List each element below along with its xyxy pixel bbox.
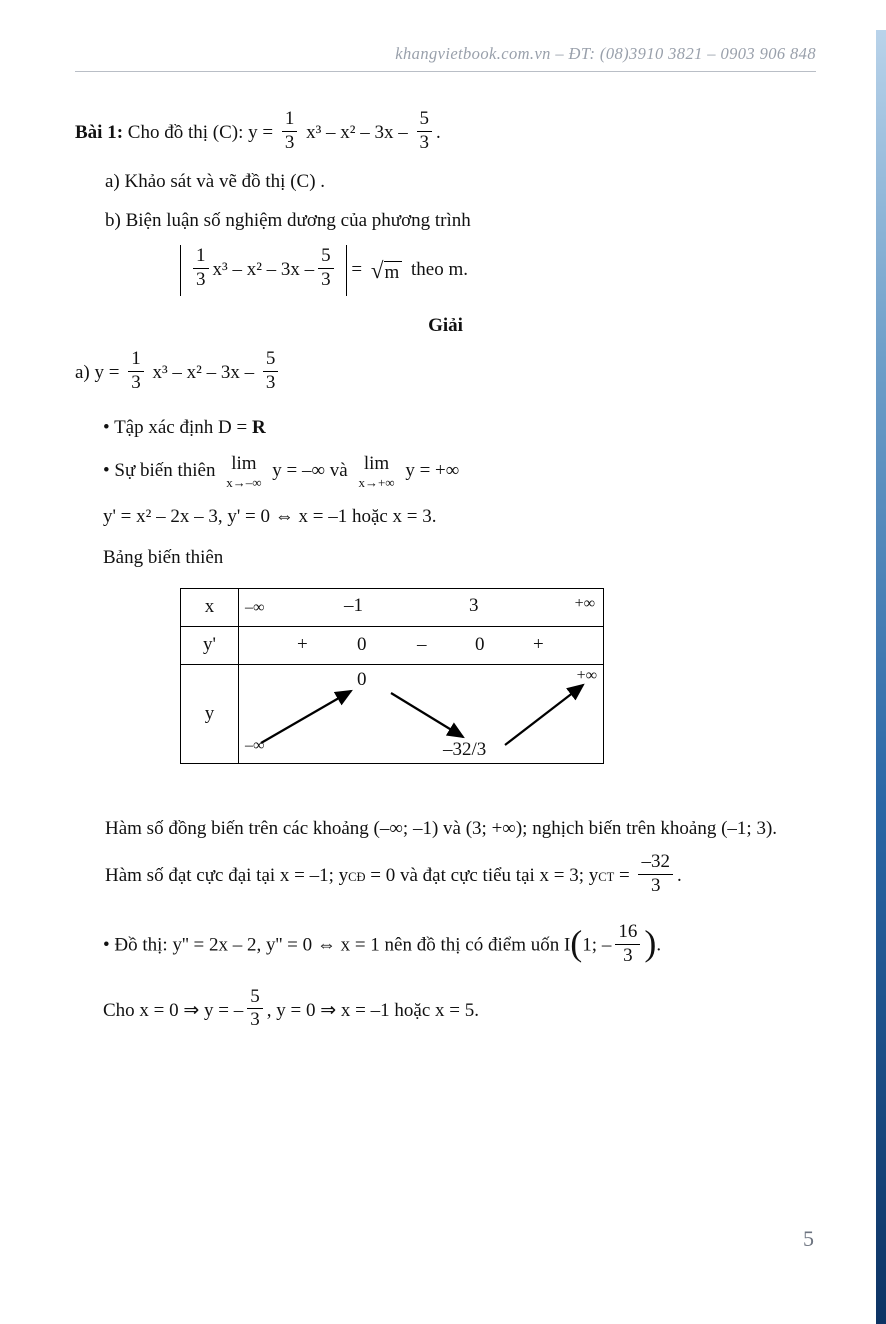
bullet-icon: • (103, 416, 110, 438)
problem-item-b: b) Biện luận số nghiệm dương của phương trình (105, 210, 471, 232)
open-paren: ( (570, 923, 583, 964)
row-x-values (239, 589, 603, 626)
fraction-denominator: 3 (615, 944, 640, 967)
page-number: 5 (803, 1226, 814, 1251)
sign-plus-2: + (533, 633, 544, 655)
solution-function-line (75, 348, 816, 396)
zero-2: 0 (475, 633, 485, 655)
table-caption: Bảng biến thiên (103, 547, 224, 569)
fraction-denominator: 3 (193, 268, 209, 291)
fraction-16-3 (615, 922, 640, 967)
fraction-denominator: 3 (417, 131, 433, 154)
limit-subscript: x→–∞ (226, 474, 262, 490)
variation-table (180, 588, 604, 764)
fraction-denominator: 3 (282, 131, 298, 154)
table-row-y (181, 665, 603, 763)
x-critical-2: 3 (469, 594, 479, 616)
fraction-numerator: 5 (250, 985, 260, 1007)
subscript-ct: CT (598, 869, 615, 884)
x-neg-infinity: –∞ (245, 598, 265, 616)
fraction-minus-32-3 (638, 852, 673, 897)
solution-a-label: a) y = (75, 361, 120, 383)
radicand: m (384, 261, 403, 283)
solution-polynomial: x³ – x² – 3x – (152, 361, 255, 383)
problem-intro: Cho đồ thị (C): y = (127, 121, 274, 143)
limit-negative-infinity (226, 454, 261, 489)
x-critical-1: –1 (344, 594, 363, 616)
equals-sign: = (351, 258, 363, 280)
fraction-one-third (282, 109, 298, 154)
row-yprime-values (239, 627, 603, 664)
table-row-yprime (181, 627, 603, 665)
solution-heading: Giải (428, 314, 463, 336)
inflection-period: . (656, 934, 662, 956)
fraction-5-3 (247, 987, 263, 1032)
y-local-max: 0 (357, 668, 367, 690)
fraction-numerator: 5 (265, 348, 276, 370)
header-publisher-info: khangvietbook.com.vn – ĐT: (08)3910 3821 – 0903 906 848 (395, 44, 816, 63)
fraction-one-third (193, 246, 209, 291)
fraction-denominator: 3 (638, 874, 673, 897)
limit-value-2: y = +∞ (405, 459, 460, 481)
monotonicity-paragraph: Hàm số đồng biến trên các khoảng (–∞; –1) và (3; +∞); nghịch biến trên khoảng (–1; 3). (105, 817, 778, 839)
intercepts-line (103, 985, 816, 1034)
bullet-icon: • (103, 934, 110, 956)
row-yprime-label: y' (181, 627, 239, 664)
derivative-line: y' = x² – 2x – 3, y' = 0 ⇔ x = –1 hoặc x = 3. (103, 505, 437, 527)
row-y-values (239, 665, 603, 763)
problem-statement (75, 108, 816, 156)
limit-word: lim (231, 452, 257, 474)
fraction-numerator: 1 (131, 348, 141, 370)
row-y-label: y (181, 665, 239, 763)
domain-text: Tập xác định D = (114, 416, 248, 438)
fraction-numerator: 5 (419, 108, 429, 129)
page-header (75, 44, 816, 72)
y-local-min: –32/3 (443, 738, 487, 760)
reals-symbol: R (251, 416, 266, 438)
inflection-pre: Đồ thị: y'' = 2x – 2, y'' = 0 ⇔ x = 1 nên đồ thị có điểm uốn I (114, 934, 571, 956)
equation-tail: theo m. (411, 258, 469, 280)
problem-period: . (436, 121, 441, 143)
fraction-one-third (128, 349, 144, 394)
equation-polynomial: x³ – x² – 3x – (212, 259, 315, 281)
limit-value-1: y = –∞ và (272, 459, 348, 481)
variation-line (103, 454, 816, 489)
subscript-cd: CĐ (348, 869, 366, 884)
domain-line (103, 414, 816, 442)
fraction-five-thirds (263, 349, 279, 394)
intercepts-pre: Cho x = 0 ⇒ y = – (103, 999, 244, 1021)
extrema-equals: = (619, 864, 630, 886)
zero-1: 0 (357, 633, 367, 655)
fraction-numerator: 1 (196, 244, 206, 266)
inflection-coords: 1; – (582, 934, 612, 956)
fraction-denominator: 3 (318, 268, 334, 291)
fraction-denominator: 3 (263, 371, 279, 394)
problem-item-a: a) Khảo sát và vẽ đồ thị (C) . (105, 170, 326, 192)
modulus-equation (180, 245, 816, 296)
extrema-period: . (676, 864, 682, 886)
limit-subscript: x→+∞ (358, 474, 395, 490)
fraction-numerator: –32 (641, 850, 670, 872)
variation-text: Sự biến thiên (114, 459, 216, 481)
problem-label: Bài 1: (75, 121, 124, 143)
fraction-denominator: 3 (128, 371, 144, 394)
radical-icon: √ (370, 257, 384, 283)
fraction-numerator: 5 (321, 244, 331, 266)
page-content (75, 95, 816, 1033)
bullet-icon: • (103, 459, 110, 481)
variation-arrows (239, 665, 603, 763)
sign-plus-1: + (297, 633, 308, 655)
intercepts-end: , y = 0 ⇒ x = –1 hoặc x = 5. (266, 999, 479, 1021)
fraction-denominator: 3 (247, 1008, 263, 1031)
table-row-x (181, 589, 603, 627)
sign-minus: – (417, 633, 427, 655)
fraction-numerator: 1 (284, 108, 295, 129)
x-pos-infinity: +∞ (574, 594, 595, 612)
extrema-pre: Hàm số đạt cực đại tại x = –1; y (105, 864, 349, 886)
fraction-five-thirds (318, 246, 334, 291)
problem-polynomial: x³ – x² – 3x – (306, 121, 408, 143)
y-pos-infinity: +∞ (576, 666, 597, 684)
extrema-mid: = 0 và đạt cực tiểu tại x = 3; y (370, 864, 599, 886)
row-x-label: x (181, 589, 239, 626)
page-edge-accent-bar (876, 30, 886, 1324)
close-paren: ) (644, 923, 657, 964)
limit-positive-infinity (358, 454, 394, 489)
fraction-numerator: 16 (618, 921, 638, 943)
square-root-m (371, 254, 402, 287)
extrema-paragraph (105, 850, 816, 899)
fraction-five-thirds (417, 109, 433, 154)
absolute-value-expression (180, 245, 347, 296)
y-neg-infinity: –∞ (245, 736, 265, 754)
limit-word: lim (363, 452, 390, 474)
inflection-line (103, 920, 816, 972)
